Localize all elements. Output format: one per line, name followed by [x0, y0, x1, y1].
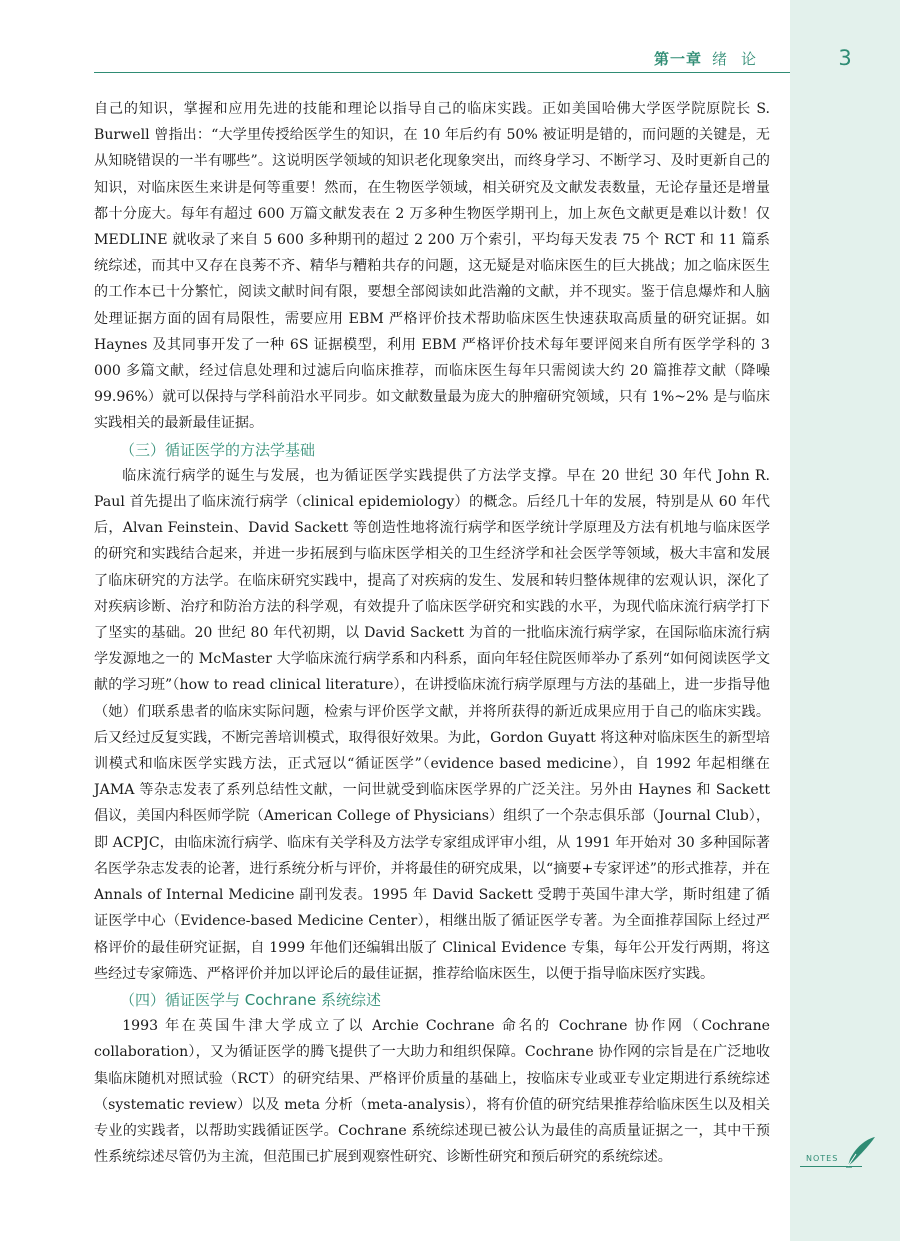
chapter-title: 绪论: [711, 50, 770, 68]
margin-strip: [790, 0, 900, 1241]
notes-label: NOTES: [806, 1154, 839, 1163]
header-rule: [94, 72, 790, 73]
running-header: [600, 48, 770, 69]
paragraph-cochrane: 1993 年在英国牛津大学成立了以 Archie Cochrane 命名的 Cochrane 协作网（Cochrane collaboration），又为循证医学的腾飞提供了一大助力和组织保障。Cochrane 协作网的宗旨是在广泛地收集临床随机对照试验（RCT）的研究结果、严格评价质量的基础上，按临床专业或亚专业定期进行系统综述（systematic review）以及 meta 分析（meta-analysis），将有价值的研究结果推荐给临床医生以及相关专业的实践者，以帮助实践循证医学。Cochrane 系统综述现已被公认为最佳的高质量证据之一，其中干预性系统综述尽管仍为主流，但范围已扩展到观察性研究、诊断性研究和预后研究的系统综述。: [94, 1018, 770, 1166]
paragraph-clinical-epidemiology: 临床流行病学的诞生与发展，也为循证医学实践提供了方法学支撑。早在 20 世纪 30 年代 John R. Paul 首先提出了临床流行病学（clinical epidemiology）的概念。后经几十年的发展，特别是从 60 年代后，Alvan Feinstein、David Sackett 等创造性地将流行病学和医学统计学原理及方法有机地与临床医学的研究和实践结合起来，并进一步拓展到与临床医学相关的卫生经济学和社会医学等领域，极大丰富和发展了临床研究的方法学。在临床研究实践中，提高了对疾病的发生、发展和转归整体规律的宏观认识，深化了对疾病诊断、治疗和防治方法的科学观，有效提升了临床医学研究和实践的水平，为现代临床流行病学打下了坚实的基础。20 世纪 80 年代初期，以 David Sackett 为首的一批临床流行病学家，在国际临床流行病学发源地之一的 McMaster 大学临床流行病学系和内科系，面向年轻住院医师举办了系列“如何阅读医学文献的学习班”（how to read clinical literature），在讲授临床流行病学原理与方法的基础上，进一步指导他（她）们联系患者的临床实际问题，检索与评价医学文献，并将所获得的新近成果应用于自己的临床实践。后又经过反复实践，不断完善培训模式，取得很好效果。为此，Gordon Guyatt 将这种对临床医生的新型培训模式和临床医学实践方法，正式冠以“循证医学”（evidence based medicine），自 1992 年起相继在 JAMA 等杂志发表了系列总结性文献，一问世就受到临床医学界的广泛关注。另外由 Haynes 和 Sackett 倡议，美国内科医师学院（American College of Physicians）组织了一个杂志俱乐部（Journal Club），即 ACPJC，由临床流行病学、临床有关学科及方法学专家组成评审小组，从 1991 年开始对 30 多种国际著名医学杂志发表的论著，进行系统分析与评价，并将最佳的研究成果，以“摘要+专家评述”的形式推荐，并在 Annals of Internal Medicine 副刊发表。1995 年 David Sackett 受聘于英国牛津大学，斯时组建了循证医学中心（Evidence-based Medicine Center），相继出版了循证医学专著。为全面推荐国际上经过严格评价的最佳研究证据，自 1999 年他们还编辑出版了 Clinical Evidence 专集，每年公开发行两期，将这些经过专家筛选、严格评价并加以评论后的最佳证据，推荐给临床医生，以便于指导临床医疗实践。: [94, 467, 770, 982]
section-heading-cochrane: （四）循证医学与 Cochrane 系统综述: [120, 990, 382, 1009]
section-heading-methodology: （三）循证医学的方法学基础: [120, 440, 316, 459]
quill-pen-icon: [844, 1135, 878, 1169]
page-body: [94, 96, 770, 1170]
paragraph-knowledge-update: 自己的知识，掌握和应用先进的技能和理论以指导自己的临床实践。正如美国哈佛大学医学院原院长 S. Burwell 曾指出：“大学里传授给医学生的知识，在 10 年后约有 50% 被证明是错的，而问题的关键是，无从知晓错误的一半有哪些”。这说明医学领域的知识老化现象突出，而终身学习、不断学习、及时更新自己的知识，对临床医生来讲是何等重要！然而，在生物医学领域，相关研究及文献发表数量，无论存量还是增量都十分庞大。每年有超过 600 万篇文献发表在 2 万多种生物医学期刊上，加上灰色文献更是难以计数！仅 MEDLINE 就收录了来自 5 600 多种期刊的超过 2 200 万个索引，平均每天发表 75 个 RCT 和 11 篇系统综述，而其中又存在良莠不齐、精华与糟粕共存的问题，这无疑是对临床医生的巨大挑战；加之临床医生的工作本已十分繁忙，阅读文献时间有限，要想全部阅读如此浩瀚的文献，并不现实。鉴于信息爆炸和人脑处理证据方面的固有局限性，需要应用 EBM 严格评价技术帮助临床医生快速获取高质量的研究证据。如 Haynes 及其同事开发了一种 6S 证据模型，利用 EBM 严格评价技术每年要评阅来自所有医学学科的 3 000 多篇文献，经过信息处理和过滤后向临床推荐，而临床医生每年只需阅读大约 20 篇推荐文献（降噪 99.96%）就可以保持与学科前沿水平同步。如文献数量最为庞大的肿瘤研究领域，只有 1%~2% 是与临床实践相关的最新最佳证据。: [94, 101, 770, 432]
chapter-number: 第一章: [653, 50, 702, 68]
page-number: 3: [838, 46, 852, 70]
notes-marker: [800, 1135, 880, 1175]
